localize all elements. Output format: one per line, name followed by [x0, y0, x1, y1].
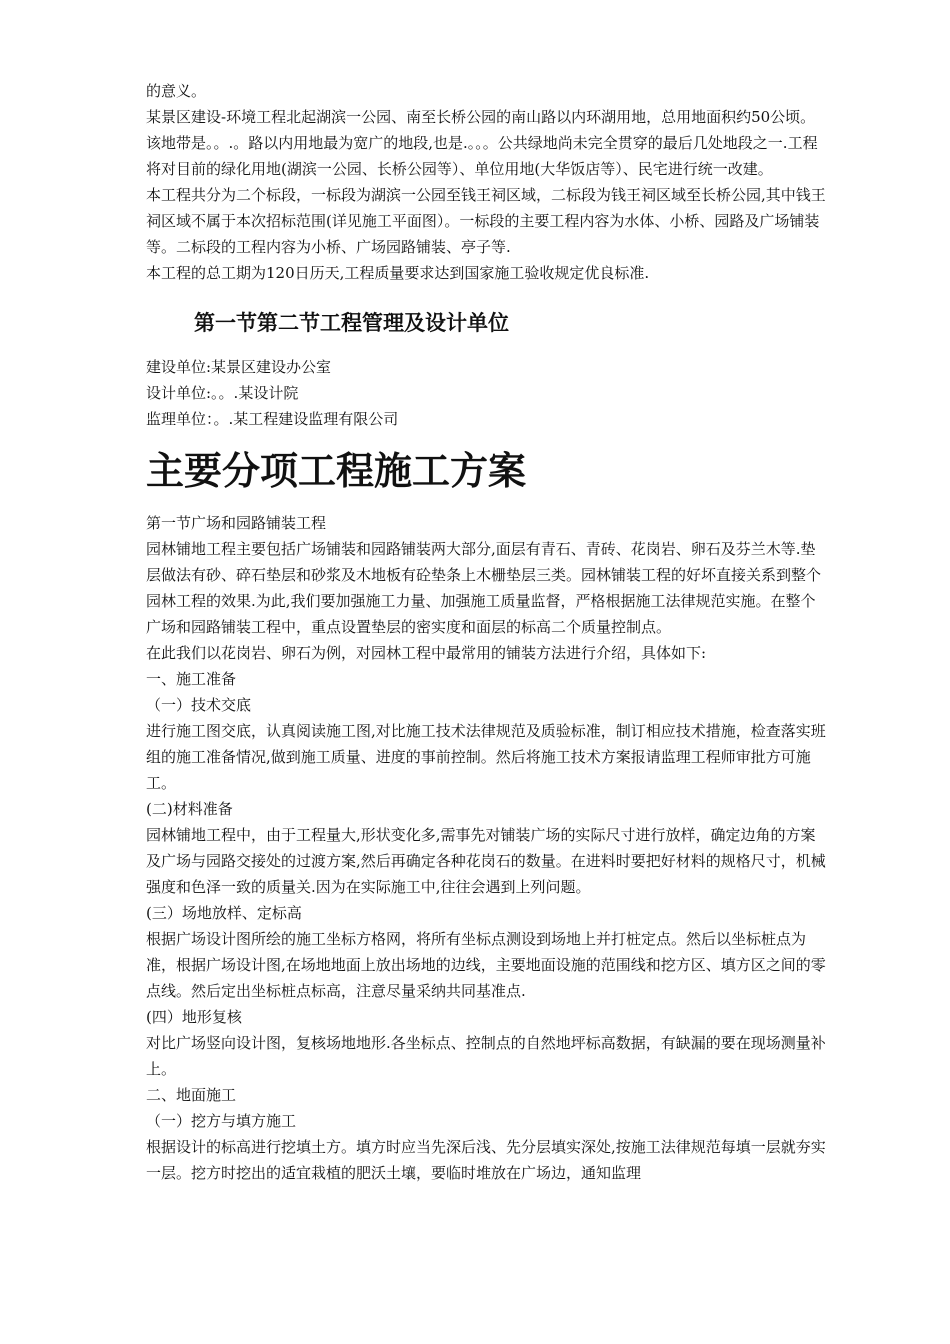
body-paragraph: (三）场地放样、定标高: [146, 904, 302, 922]
body-paragraph: 根据设计的标高进行挖填土方。填方时应当先深后浅、先分层填实深处,按施工法律规范每填一层就夯实一层。挖方时挖出的适宜栽植的肥沃土壤，要临时堆放在广场边，通知监理: [146, 1138, 826, 1182]
body-paragraph: 一、施工准备: [146, 670, 237, 688]
body-paragraph: 对比广场竖向设计图，复核场地地形.各坐标点、控制点的自然地坪标高数据，有缺漏的要在现场测量补上。: [146, 1034, 826, 1078]
body-paragraph: 园林铺地工程主要包括广场铺装和园路铺装两大部分,面层有青石、青砖、花岗岩、卵石及芬兰木等.垫层做法有砂、碎石垫层和砂浆及木地板有砼垫条上木栅垫层三类。园林铺装工程的好坏直接关系到整个园林工程的效果.为此,我们要加强施工力量、加强施工质量监督，严格根据施工法律规范实施。在整个广场和园路铺装工程中，重点设置垫层的密实度和面层的标高二个质量控制点。: [146, 540, 822, 636]
unit-line: 监理单位：。.某工程建设监理有限公司: [146, 410, 399, 428]
body-paragraph: (四）地形复核: [146, 1008, 242, 1026]
intro-paragraph: 的意义。: [146, 82, 207, 100]
document-page: [146, 78, 826, 1186]
intro-paragraph: 本工程共分为二个标段，一标段为湖滨一公园至钱王祠区域，二标段为钱王祠区域至长桥公园,其中钱王祠区域不属于本次招标范围(详见施工平面图）。一标段的主要工程内容为水体、小桥、园路及广场铺装等。二标段的工程内容为小桥、广场园路铺装、亭子等.: [146, 186, 826, 256]
body-paragraph: 根据广场设计图所绘的施工坐标方格网，将所有坐标点测设到场地上并打桩定点。然后以坐标桩点为准，根据广场设计图,在场地地面上放出场地的边线，主要地面设施的范围线和挖方区、填方区之间的零点线。然后定出坐标桩点标高，注意尽量采纳共同基准点.: [146, 930, 826, 1000]
body-paragraph: 在此我们以花岗岩、卵石为例，对园林工程中最常用的铺装方法进行介绍，具体如下:: [146, 644, 707, 662]
body-paragraph: （一）技术交底: [146, 696, 252, 714]
unit-line: 建设单位:某景区建设办公室: [146, 358, 332, 376]
chapter-title: 主要分项工程施工方案: [146, 448, 527, 493]
body-paragraph: 园林铺地工程中，由于工程量大,形状变化多,需事先对铺装广场的实际尺寸进行放样，确定边角的方案及广场与园路交接处的过渡方案,然后再确定各种花岗石的数量。在进料时要把好材料的规格尺寸，机械强度和色泽一致的质量关.因为在实际施工中,往往会遇到上列问题。: [146, 826, 826, 896]
intro-paragraph: 本工程的总工期为120日历天,工程质量要求达到国家施工验收规定优良标准.: [146, 264, 650, 282]
body-paragraph: 进行施工图交底，认真阅读施工图,对比施工技术法律规范及质验标准，制订相应技术措施，检查落实班组的施工准备情况,做到施工质量、进度的事前控制。然后将施工技术方案报请监理工程师审批方可施工。: [146, 722, 826, 792]
body-paragraph: 二、地面施工: [146, 1086, 237, 1104]
body-paragraph: (二)材料准备: [146, 800, 233, 818]
unit-line: 设计单位:。。.某设计院: [146, 384, 299, 402]
intro-paragraph: 某景区建设-环境工程北起湖滨一公园、南至长桥公园的南山路以内环湖用地，总用地面积约50公顷。该地带是。。.。路以内用地最为宽广的地段,也是.。。。公共绿地尚未完全贯穿的最后几处地段之一.工程将对目前的绿化用地(湖滨一公园、长桥公园等）、单位用地(大华饭店等）、民宅进行统一改建。: [146, 108, 818, 178]
body-paragraph: （一）挖方与填方施工: [146, 1112, 297, 1130]
body-paragraph: 第一节广场和园路铺装工程: [146, 514, 327, 532]
section-heading: 第一节第二节工程管理及设计单位: [194, 311, 509, 335]
